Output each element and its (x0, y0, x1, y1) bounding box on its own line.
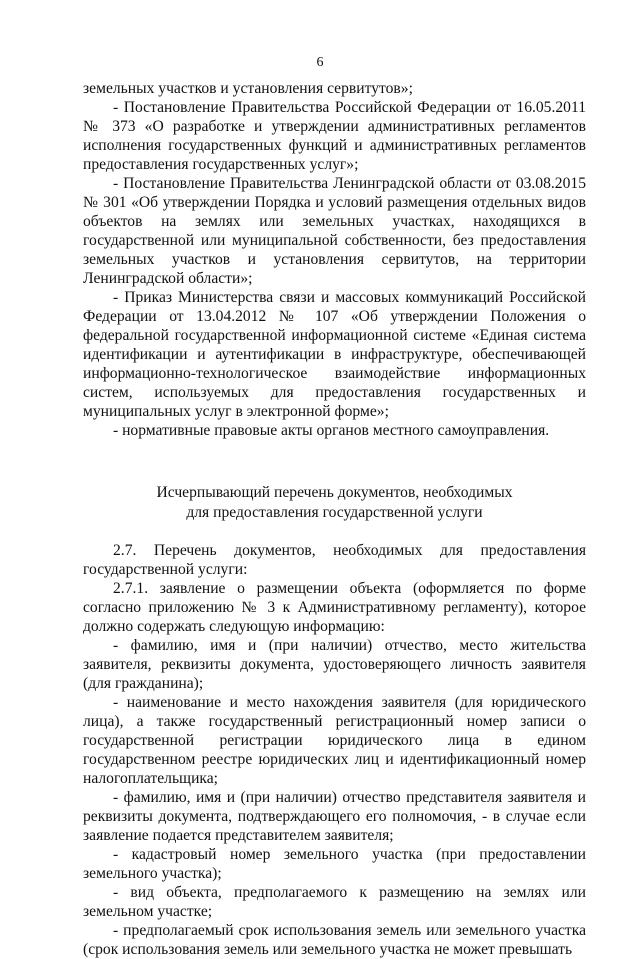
section-heading (83, 483, 586, 523)
list-item-representative-details: - фамилию, имя и (при наличии) отчество представителя заявителя и реквизиты документа, подтверждающего его полномочия, - в случае если заявление подается представителем заявителя; (83, 789, 586, 844)
list-item-object-type: - вид объекта, предполагаемого к размещению на землях или земельном участке; (83, 884, 586, 920)
list-item-legal-entity-details: - наименование и место нахождения заявителя (для юридического лица), а также государственный регистрационный номер записи о государственной регистрации юридического лица в едином государственном реестре юридических лиц и идентификационный номер налогоплательщика; (83, 694, 586, 787)
list-item-resolution-301: - Постановление Правительства Ленинградской области от 03.08.2015 № 301 «Об утверждении Порядка и условий размещения отдельных видов объектов на землях или земельных участках, находящихся в государственной или муниципальной собственности, без предоставления земельных участков и установления сервитутов, на территории Ленинградской области»; (83, 175, 586, 287)
document-body (83, 79, 586, 959)
list-item-usage-term: - предполагаемый срок использования земель или земельного участка (срок использования земель или земельного участка не может превышать (83, 922, 586, 958)
list-item-citizen-details: - фамилию, имя и (при наличии) отчество, место жительства заявителя, реквизиты документа, удостоверяющего личность заявителя (для гражданина); (83, 637, 586, 692)
paragraph-2-7-1: 2.7.1. заявление о размещении объекта (оформляется по форме согласно приложению № 3 к Административному регламенту), которое должно содержать следующую информацию: (83, 580, 586, 635)
page-number: 6 (316, 55, 324, 70)
list-item-local-acts: - нормативные правовые акты органов местного самоуправления. (113, 422, 550, 439)
section-heading-line-2: для предоставления государственной услуги (186, 504, 483, 521)
paragraph-2-7: 2.7. Перечень документов, необходимых для предоставления государственной услуги: (83, 542, 586, 578)
section-heading-line-1: Исчерпывающий перечень документов, необходимых (156, 484, 513, 501)
paragraph-continuation: земельных участков и установления сервитутов»; (83, 80, 413, 97)
list-item-cadastral-number: - кадастровый номер земельного участка (при предоставлении земельного участка); (83, 846, 586, 882)
list-item-resolution-373: - Постановление Правительства Российской Федерации от 16.05.2011 № 373 «О разработке и утверждении административных регламентов исполнения государственных функций и административных регламентов предоставления государственных услуг»; (83, 99, 586, 173)
list-item-order-107: - Приказ Министерства связи и массовых коммуникаций Российской Федерации от 13.04.2012 № 107 «Об утверждении Положения о федеральной государственной информационной системе «Единая система идентификации и аутентификации в инфраструктуре, обеспечивающей информационно-технологическое взаимодействие информационных систем, используемых для предоставления государственных и муниципальных услуг в электронной форме»; (83, 289, 586, 420)
